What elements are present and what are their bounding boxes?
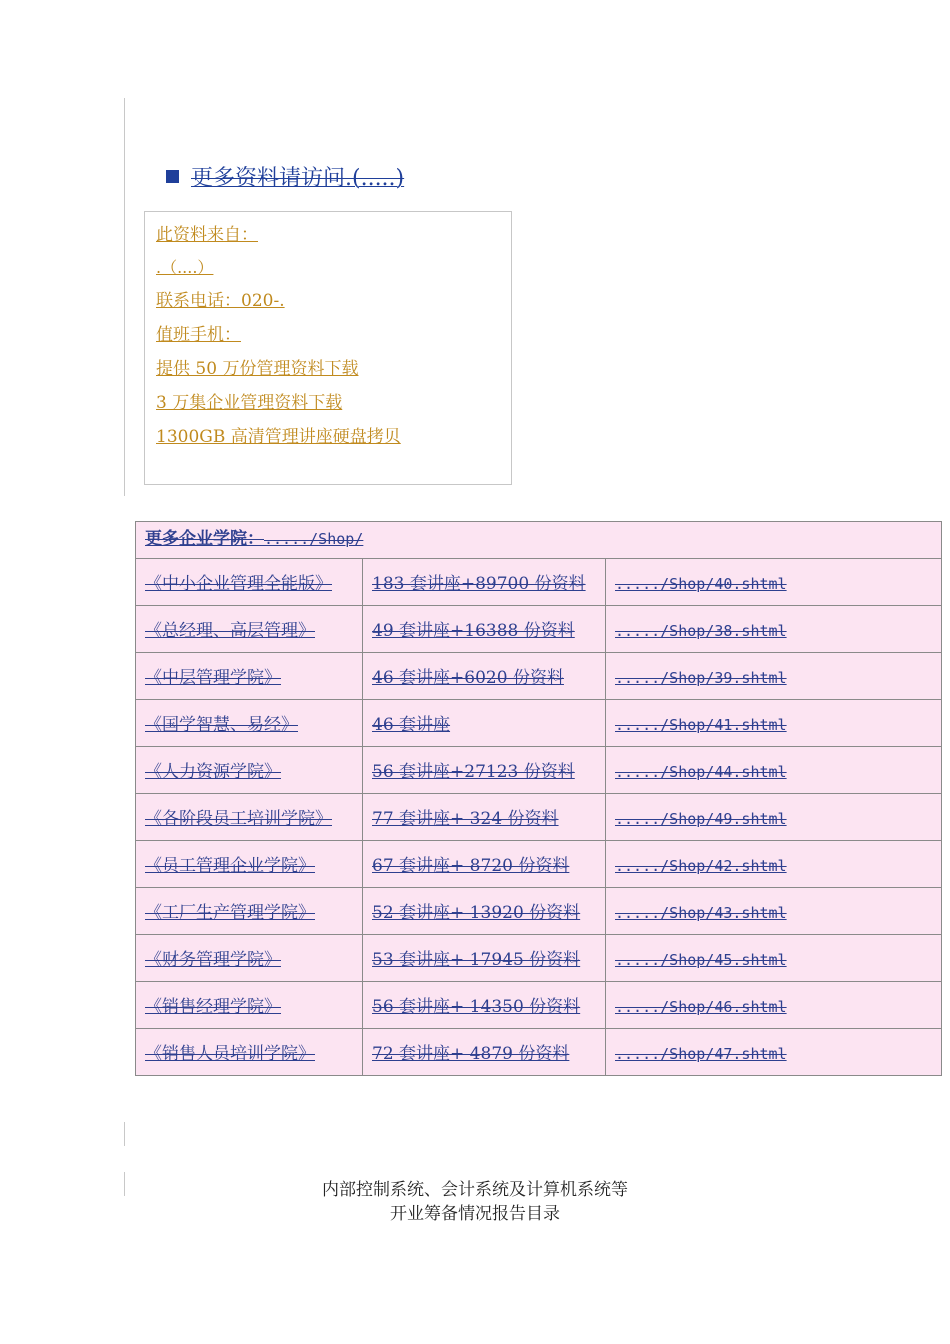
course-url-link[interactable]: ...../Shop/45.shtml xyxy=(615,951,787,969)
course-count-link[interactable]: 49 套讲座+16388 份资料 xyxy=(372,621,575,641)
course-name-link[interactable]: 《财务管理学院》 xyxy=(145,950,281,970)
course-count-link[interactable]: 67 套讲座+ 8720 份资料 xyxy=(372,856,570,876)
course-url-link[interactable]: ...../Shop/46.shtml xyxy=(615,998,787,1016)
course-name-link[interactable]: 《国学智慧、易经》 xyxy=(145,715,298,735)
course-url-link[interactable]: ...../Shop/39.shtml xyxy=(615,669,787,687)
course-count-link[interactable]: 77 套讲座+ 324 份资料 xyxy=(372,809,559,829)
course-url-link[interactable]: ...../Shop/41.shtml xyxy=(615,716,787,734)
course-count-link[interactable]: 56 套讲座+ 14350 份资料 xyxy=(372,997,581,1017)
table-row xyxy=(136,700,942,747)
source-info-box xyxy=(144,211,512,485)
course-count-link[interactable]: 56 套讲座+27123 份资料 xyxy=(372,762,575,782)
hd-copy-link[interactable]: 1300GB 高清管理讲座硬盘拷贝 xyxy=(156,427,401,447)
course-count-link[interactable]: 72 套讲座+ 4879 份资料 xyxy=(372,1044,570,1064)
table-row xyxy=(136,888,942,935)
course-url-link[interactable]: ...../Shop/38.shtml xyxy=(615,622,787,640)
table-row xyxy=(136,653,942,700)
table-row xyxy=(136,606,942,653)
course-url-link[interactable]: ...../Shop/43.shtml xyxy=(615,904,787,922)
course-count-link[interactable]: 46 套讲座 xyxy=(372,715,451,735)
table-header-row xyxy=(136,522,942,559)
phone-link[interactable]: 联系电话：020-. xyxy=(156,291,285,311)
course-url-link[interactable]: ...../Shop/49.shtml xyxy=(615,810,787,828)
source-site-link[interactable]: .（....） xyxy=(156,258,214,277)
course-name-link[interactable]: 《销售人员培训学院》 xyxy=(145,1044,315,1064)
course-name-link[interactable]: 《销售经理学院》 xyxy=(145,997,281,1017)
course-name-link[interactable]: 《人力资源学院》 xyxy=(145,762,281,782)
course-url-link[interactable]: ...../Shop/40.shtml xyxy=(615,575,787,593)
table-row xyxy=(136,747,942,794)
course-name-link[interactable]: 《员工管理企业学院》 xyxy=(145,856,315,876)
course-name-link[interactable]: 《中小企业管理全能版》 xyxy=(145,574,332,594)
course-name-link[interactable]: 《中层管理学院》 xyxy=(145,668,281,688)
margin-line-middle xyxy=(124,1122,125,1146)
video-download-link[interactable]: 3 万集企业管理资料下载 xyxy=(156,393,343,413)
table-header-cell xyxy=(136,522,942,559)
course-name-link[interactable]: 《各阶段员工培训学院》 xyxy=(145,809,332,829)
visit-heading xyxy=(166,160,404,192)
report-title-line1: 内部控制系统、会计系统及计算机系统等 xyxy=(322,1180,628,1200)
table-row xyxy=(136,935,942,982)
margin-line-top xyxy=(124,98,125,496)
course-name-link[interactable]: 《总经理、高层管理》 xyxy=(145,621,315,641)
table-row xyxy=(136,982,942,1029)
course-table xyxy=(135,521,942,1076)
visit-link[interactable]: 更多资料请访问.(.....) xyxy=(191,165,405,191)
course-url-link[interactable]: ...../Shop/47.shtml xyxy=(615,1045,787,1063)
docs-download-link[interactable]: 提供 50 万份管理资料下载 xyxy=(156,359,359,379)
table-row xyxy=(136,794,942,841)
table-row xyxy=(136,841,942,888)
course-count-link[interactable]: 53 套讲座+ 17945 份资料 xyxy=(372,950,581,970)
course-count-link[interactable]: 52 套讲座+ 13920 份资料 xyxy=(372,903,581,923)
more-academies-link[interactable]: 更多企业学院：...../Shop/ xyxy=(145,529,364,549)
course-url-link[interactable]: ...../Shop/44.shtml xyxy=(615,763,787,781)
mobile-link[interactable]: 值班手机： xyxy=(156,325,241,345)
course-url-link[interactable]: ...../Shop/42.shtml xyxy=(615,857,787,875)
table-row xyxy=(136,1029,942,1076)
table-row xyxy=(136,559,942,606)
source-label-link[interactable]: 此资料来自： xyxy=(156,225,258,245)
course-count-link[interactable]: 46 套讲座+6020 份资料 xyxy=(372,668,564,688)
course-count-link[interactable]: 183 套讲座+89700 份资料 xyxy=(372,574,586,594)
report-title-line2: 开业筹备情况报告目录 xyxy=(390,1204,560,1224)
course-name-link[interactable]: 《工厂生产管理学院》 xyxy=(145,903,315,923)
square-bullet-icon xyxy=(166,170,179,183)
